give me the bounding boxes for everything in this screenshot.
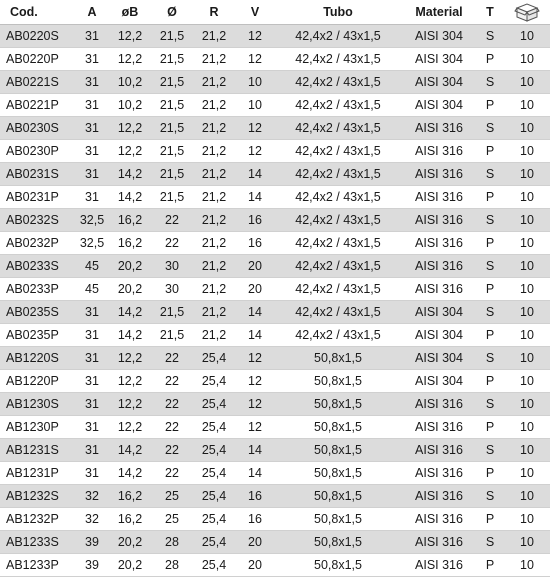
- cell-material: AISI 316: [402, 393, 476, 416]
- cell-v: 20: [236, 531, 274, 554]
- cell-a: 31: [76, 416, 108, 439]
- cell-a: 31: [76, 48, 108, 71]
- cell-qty: 10: [504, 439, 550, 462]
- cell-tubo: 42,4x2 / 43x1,5: [274, 48, 402, 71]
- cell-ob: 14,2: [108, 462, 152, 485]
- cell-material: AISI 316: [402, 140, 476, 163]
- cell-cod: AB1230P: [0, 416, 76, 439]
- cell-diameter: 22: [152, 393, 192, 416]
- cell-cod: AB1220P: [0, 370, 76, 393]
- cell-t: S: [476, 117, 504, 140]
- cell-v: 12: [236, 48, 274, 71]
- cell-diameter: 21,5: [152, 324, 192, 347]
- cell-ob: 12,2: [108, 347, 152, 370]
- cell-ob: 20,2: [108, 531, 152, 554]
- cell-tubo: 42,4x2 / 43x1,5: [274, 140, 402, 163]
- cell-r: 21,2: [192, 232, 236, 255]
- cell-qty: 10: [504, 232, 550, 255]
- cell-cod: AB1232P: [0, 508, 76, 531]
- cell-tubo: 42,4x2 / 43x1,5: [274, 324, 402, 347]
- cell-t: S: [476, 163, 504, 186]
- cell-qty: 10: [504, 209, 550, 232]
- cell-v: 20: [236, 255, 274, 278]
- cell-a: 31: [76, 186, 108, 209]
- cell-tubo: 42,4x2 / 43x1,5: [274, 94, 402, 117]
- table-row: [0, 301, 550, 324]
- table-row: [0, 347, 550, 370]
- cell-cod: AB1233P: [0, 554, 76, 577]
- cell-material: AISI 316: [402, 485, 476, 508]
- cell-v: 10: [236, 71, 274, 94]
- cell-r: 21,2: [192, 324, 236, 347]
- cell-cod: AB1220S: [0, 347, 76, 370]
- cell-v: 16: [236, 232, 274, 255]
- cell-tubo: 50,8x1,5: [274, 485, 402, 508]
- cell-a: 31: [76, 370, 108, 393]
- cell-r: 25,4: [192, 462, 236, 485]
- header-t: T: [476, 0, 504, 25]
- cell-cod: AB0233P: [0, 278, 76, 301]
- cell-v: 16: [236, 209, 274, 232]
- cell-a: 31: [76, 71, 108, 94]
- cell-a: 31: [76, 25, 108, 48]
- cell-r: 25,4: [192, 554, 236, 577]
- header-row: [0, 0, 550, 25]
- cell-r: 25,4: [192, 393, 236, 416]
- cell-r: 21,2: [192, 94, 236, 117]
- table-row: [0, 508, 550, 531]
- cell-a: 32,5: [76, 232, 108, 255]
- header-diameter: Ø: [152, 0, 192, 25]
- cell-qty: 10: [504, 255, 550, 278]
- table-row: [0, 94, 550, 117]
- cell-tubo: 50,8x1,5: [274, 508, 402, 531]
- cell-r: 21,2: [192, 25, 236, 48]
- table-header: [0, 0, 550, 25]
- header-box: [504, 0, 550, 25]
- cell-cod: AB0232P: [0, 232, 76, 255]
- cell-a: 31: [76, 301, 108, 324]
- cell-tubo: 50,8x1,5: [274, 393, 402, 416]
- cell-diameter: 21,5: [152, 163, 192, 186]
- cell-qty: 10: [504, 186, 550, 209]
- cell-qty: 10: [504, 531, 550, 554]
- cell-v: 12: [236, 370, 274, 393]
- cell-material: AISI 304: [402, 71, 476, 94]
- cell-a: 31: [76, 94, 108, 117]
- cell-a: 32,5: [76, 209, 108, 232]
- cell-diameter: 21,5: [152, 71, 192, 94]
- header-r: R: [192, 0, 236, 25]
- table-body: [0, 25, 550, 577]
- cell-t: S: [476, 347, 504, 370]
- cell-r: 25,4: [192, 370, 236, 393]
- table-row: [0, 324, 550, 347]
- cell-a: 45: [76, 278, 108, 301]
- cell-cod: AB0231P: [0, 186, 76, 209]
- table-row: [0, 485, 550, 508]
- cell-t: P: [476, 48, 504, 71]
- cell-cod: AB1231P: [0, 462, 76, 485]
- cell-cod: AB0220P: [0, 48, 76, 71]
- cell-ob: 10,2: [108, 71, 152, 94]
- cell-a: 45: [76, 255, 108, 278]
- header-cod: Cod.: [0, 0, 76, 25]
- cell-t: P: [476, 554, 504, 577]
- cell-v: 20: [236, 278, 274, 301]
- cell-material: AISI 304: [402, 370, 476, 393]
- cell-ob: 12,2: [108, 140, 152, 163]
- cell-tubo: 42,4x2 / 43x1,5: [274, 232, 402, 255]
- cell-material: AISI 304: [402, 347, 476, 370]
- cell-v: 12: [236, 347, 274, 370]
- box-icon: [514, 2, 540, 22]
- table-row: [0, 416, 550, 439]
- cell-tubo: 42,4x2 / 43x1,5: [274, 209, 402, 232]
- cell-a: 31: [76, 324, 108, 347]
- cell-t: P: [476, 416, 504, 439]
- cell-material: AISI 304: [402, 48, 476, 71]
- cell-material: AISI 304: [402, 25, 476, 48]
- cell-cod: AB0235S: [0, 301, 76, 324]
- table-row: [0, 393, 550, 416]
- cell-diameter: 30: [152, 255, 192, 278]
- cell-v: 12: [236, 140, 274, 163]
- cell-ob: 12,2: [108, 416, 152, 439]
- cell-r: 21,2: [192, 71, 236, 94]
- cell-ob: 12,2: [108, 48, 152, 71]
- header-ob: øB: [108, 0, 152, 25]
- table-row: [0, 232, 550, 255]
- cell-a: 31: [76, 347, 108, 370]
- cell-ob: 16,2: [108, 209, 152, 232]
- cell-cod: AB0231S: [0, 163, 76, 186]
- cell-ob: 12,2: [108, 117, 152, 140]
- cell-diameter: 25: [152, 485, 192, 508]
- cell-t: S: [476, 485, 504, 508]
- cell-r: 25,4: [192, 531, 236, 554]
- cell-tubo: 42,4x2 / 43x1,5: [274, 301, 402, 324]
- cell-qty: 10: [504, 301, 550, 324]
- cell-r: 25,4: [192, 485, 236, 508]
- cell-v: 16: [236, 485, 274, 508]
- cell-ob: 16,2: [108, 485, 152, 508]
- cell-tubo: 50,8x1,5: [274, 439, 402, 462]
- cell-material: AISI 316: [402, 462, 476, 485]
- cell-diameter: 21,5: [152, 48, 192, 71]
- cell-diameter: 21,5: [152, 25, 192, 48]
- cell-cod: AB0221P: [0, 94, 76, 117]
- cell-diameter: 28: [152, 554, 192, 577]
- cell-t: P: [476, 186, 504, 209]
- cell-diameter: 22: [152, 370, 192, 393]
- cell-t: P: [476, 278, 504, 301]
- cell-a: 39: [76, 554, 108, 577]
- cell-diameter: 22: [152, 462, 192, 485]
- cell-ob: 14,2: [108, 301, 152, 324]
- cell-v: 16: [236, 508, 274, 531]
- cell-diameter: 22: [152, 347, 192, 370]
- cell-material: AISI 304: [402, 324, 476, 347]
- cell-qty: 10: [504, 370, 550, 393]
- cell-t: P: [476, 370, 504, 393]
- cell-tubo: 42,4x2 / 43x1,5: [274, 255, 402, 278]
- cell-cod: AB1233S: [0, 531, 76, 554]
- header-a: A: [76, 0, 108, 25]
- cell-r: 21,2: [192, 209, 236, 232]
- cell-t: P: [476, 94, 504, 117]
- cell-a: 31: [76, 462, 108, 485]
- cell-cod: AB1230S: [0, 393, 76, 416]
- cell-t: P: [476, 232, 504, 255]
- cell-cod: AB0232S: [0, 209, 76, 232]
- cell-qty: 10: [504, 25, 550, 48]
- table-row: [0, 439, 550, 462]
- cell-a: 31: [76, 439, 108, 462]
- cell-diameter: 21,5: [152, 186, 192, 209]
- table-row: [0, 278, 550, 301]
- cell-diameter: 22: [152, 439, 192, 462]
- cell-diameter: 25: [152, 508, 192, 531]
- cell-t: S: [476, 393, 504, 416]
- cell-material: AISI 316: [402, 117, 476, 140]
- cell-tubo: 42,4x2 / 43x1,5: [274, 163, 402, 186]
- cell-qty: 10: [504, 48, 550, 71]
- cell-cod: AB0230S: [0, 117, 76, 140]
- cell-qty: 10: [504, 71, 550, 94]
- cell-tubo: 42,4x2 / 43x1,5: [274, 186, 402, 209]
- table-row: [0, 163, 550, 186]
- cell-qty: 10: [504, 508, 550, 531]
- cell-a: 31: [76, 117, 108, 140]
- cell-r: 21,2: [192, 186, 236, 209]
- cell-material: AISI 316: [402, 209, 476, 232]
- cell-material: AISI 316: [402, 554, 476, 577]
- cell-r: 25,4: [192, 439, 236, 462]
- cell-diameter: 22: [152, 232, 192, 255]
- cell-v: 12: [236, 416, 274, 439]
- cell-material: AISI 316: [402, 278, 476, 301]
- cell-v: 12: [236, 25, 274, 48]
- cell-v: 14: [236, 324, 274, 347]
- table-row: [0, 71, 550, 94]
- cell-ob: 20,2: [108, 278, 152, 301]
- cell-t: S: [476, 439, 504, 462]
- table-row: [0, 462, 550, 485]
- cell-v: 14: [236, 301, 274, 324]
- cell-v: 12: [236, 393, 274, 416]
- table-row: [0, 554, 550, 577]
- cell-r: 21,2: [192, 255, 236, 278]
- cell-ob: 16,2: [108, 232, 152, 255]
- cell-diameter: 28: [152, 531, 192, 554]
- cell-diameter: 21,5: [152, 140, 192, 163]
- cell-v: 14: [236, 186, 274, 209]
- cell-cod: AB1232S: [0, 485, 76, 508]
- cell-a: 31: [76, 163, 108, 186]
- cell-cod: AB0233S: [0, 255, 76, 278]
- cell-t: S: [476, 255, 504, 278]
- cell-r: 21,2: [192, 140, 236, 163]
- cell-material: AISI 316: [402, 255, 476, 278]
- cell-tubo: 42,4x2 / 43x1,5: [274, 25, 402, 48]
- cell-t: S: [476, 209, 504, 232]
- cell-t: P: [476, 462, 504, 485]
- cell-qty: 10: [504, 117, 550, 140]
- cell-tubo: 50,8x1,5: [274, 347, 402, 370]
- cell-t: P: [476, 140, 504, 163]
- cell-tubo: 50,8x1,5: [274, 554, 402, 577]
- cell-material: AISI 316: [402, 416, 476, 439]
- cell-cod: AB0220S: [0, 25, 76, 48]
- cell-tubo: 42,4x2 / 43x1,5: [274, 278, 402, 301]
- cell-t: S: [476, 25, 504, 48]
- cell-t: S: [476, 531, 504, 554]
- cell-qty: 10: [504, 324, 550, 347]
- cell-a: 32: [76, 508, 108, 531]
- cell-qty: 10: [504, 485, 550, 508]
- cell-ob: 14,2: [108, 324, 152, 347]
- cell-r: 21,2: [192, 301, 236, 324]
- header-tubo: Tubo: [274, 0, 402, 25]
- cell-ob: 12,2: [108, 25, 152, 48]
- cell-diameter: 22: [152, 416, 192, 439]
- header-material: Material: [402, 0, 476, 25]
- cell-v: 14: [236, 439, 274, 462]
- cell-ob: 12,2: [108, 370, 152, 393]
- cell-diameter: 21,5: [152, 117, 192, 140]
- table-row: [0, 186, 550, 209]
- cell-v: 14: [236, 462, 274, 485]
- cell-v: 14: [236, 163, 274, 186]
- table-row: [0, 209, 550, 232]
- cell-material: AISI 304: [402, 301, 476, 324]
- cell-cod: AB0221S: [0, 71, 76, 94]
- cell-t: P: [476, 508, 504, 531]
- cell-r: 21,2: [192, 117, 236, 140]
- cell-r: 25,4: [192, 347, 236, 370]
- cell-tubo: 42,4x2 / 43x1,5: [274, 117, 402, 140]
- cell-ob: 14,2: [108, 186, 152, 209]
- cell-qty: 10: [504, 278, 550, 301]
- cell-diameter: 30: [152, 278, 192, 301]
- cell-qty: 10: [504, 462, 550, 485]
- cell-v: 10: [236, 94, 274, 117]
- cell-a: 32: [76, 485, 108, 508]
- cell-tubo: 50,8x1,5: [274, 531, 402, 554]
- cell-ob: 20,2: [108, 255, 152, 278]
- cell-ob: 14,2: [108, 163, 152, 186]
- cell-ob: 14,2: [108, 439, 152, 462]
- cell-diameter: 22: [152, 209, 192, 232]
- cell-cod: AB0235P: [0, 324, 76, 347]
- table-row: [0, 370, 550, 393]
- cell-r: 21,2: [192, 278, 236, 301]
- cell-tubo: 42,4x2 / 43x1,5: [274, 71, 402, 94]
- cell-cod: AB1231S: [0, 439, 76, 462]
- cell-material: AISI 316: [402, 508, 476, 531]
- header-v: V: [236, 0, 274, 25]
- cell-tubo: 50,8x1,5: [274, 416, 402, 439]
- cell-t: S: [476, 71, 504, 94]
- cell-v: 20: [236, 554, 274, 577]
- cell-qty: 10: [504, 416, 550, 439]
- cell-ob: 16,2: [108, 508, 152, 531]
- cell-t: S: [476, 301, 504, 324]
- cell-material: AISI 304: [402, 94, 476, 117]
- cell-ob: 20,2: [108, 554, 152, 577]
- table-row: [0, 140, 550, 163]
- cell-r: 21,2: [192, 163, 236, 186]
- cell-qty: 10: [504, 347, 550, 370]
- cell-ob: 12,2: [108, 393, 152, 416]
- cell-qty: 10: [504, 140, 550, 163]
- cell-material: AISI 316: [402, 163, 476, 186]
- cell-r: 25,4: [192, 508, 236, 531]
- cell-t: P: [476, 324, 504, 347]
- table-row: [0, 117, 550, 140]
- cell-a: 31: [76, 393, 108, 416]
- cell-tubo: 50,8x1,5: [274, 370, 402, 393]
- cell-material: AISI 316: [402, 531, 476, 554]
- cell-r: 25,4: [192, 416, 236, 439]
- cell-tubo: 50,8x1,5: [274, 462, 402, 485]
- cell-ob: 10,2: [108, 94, 152, 117]
- cell-diameter: 21,5: [152, 94, 192, 117]
- cell-qty: 10: [504, 554, 550, 577]
- table-row: [0, 255, 550, 278]
- table-row: [0, 531, 550, 554]
- cell-material: AISI 316: [402, 232, 476, 255]
- table-row: [0, 48, 550, 71]
- cell-cod: AB0230P: [0, 140, 76, 163]
- cell-material: AISI 316: [402, 439, 476, 462]
- cell-qty: 10: [504, 163, 550, 186]
- cell-a: 39: [76, 531, 108, 554]
- cell-material: AISI 316: [402, 186, 476, 209]
- cell-diameter: 21,5: [152, 301, 192, 324]
- cell-r: 21,2: [192, 48, 236, 71]
- cell-v: 12: [236, 117, 274, 140]
- cell-qty: 10: [504, 393, 550, 416]
- cell-a: 31: [76, 140, 108, 163]
- cell-qty: 10: [504, 94, 550, 117]
- table-row: [0, 25, 550, 48]
